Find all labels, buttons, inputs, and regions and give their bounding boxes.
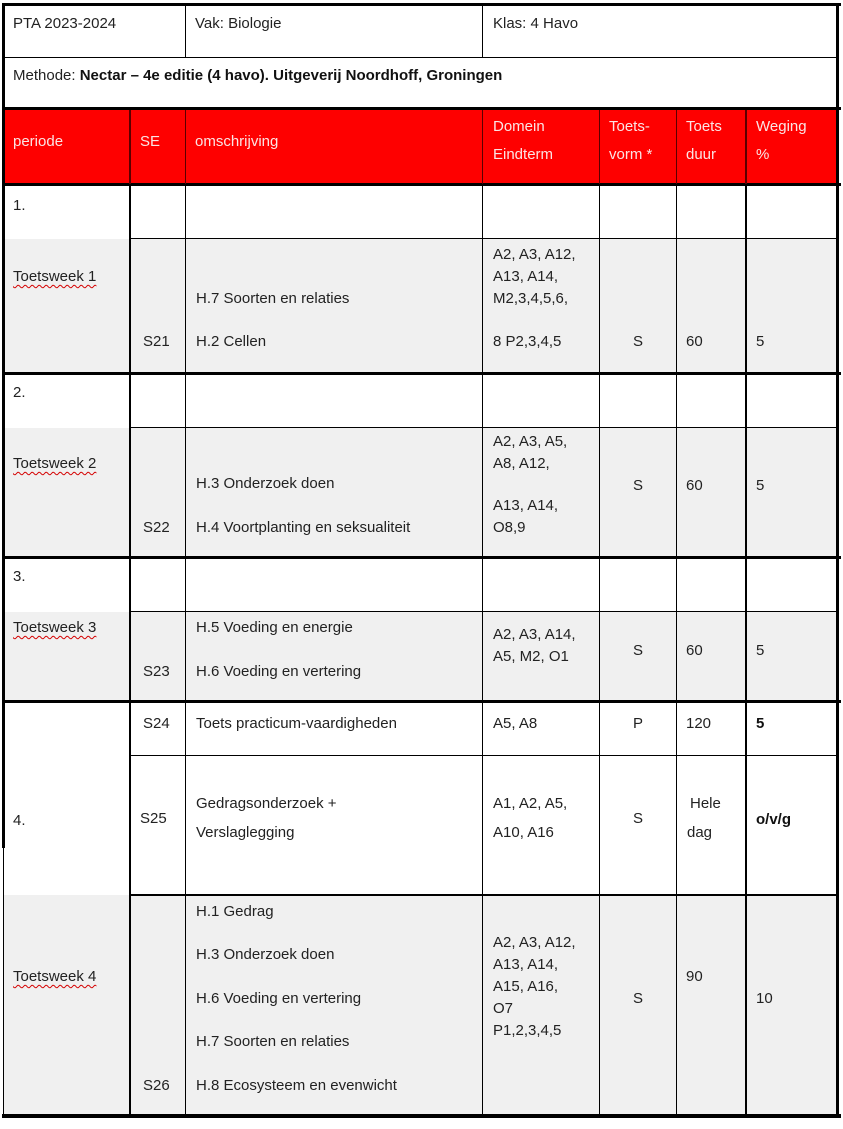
col-toetsvorm-2: vorm * <box>609 146 653 163</box>
domain-line: A8, A12, <box>493 455 550 472</box>
divider <box>482 5 483 57</box>
col-periode: periode <box>13 133 64 150</box>
divider <box>2 183 841 186</box>
duration: 90 <box>686 968 703 985</box>
divider <box>745 185 747 1115</box>
divider <box>2 372 841 375</box>
divider <box>130 755 838 756</box>
period-number: 1. <box>13 197 26 214</box>
domain-line: O7 <box>493 1000 514 1017</box>
domain-line: M2,3,4,5,6, <box>493 290 569 307</box>
pta-year: PTA 2023-2024 <box>13 15 117 32</box>
period-number: 4. <box>13 812 26 829</box>
test-form: S <box>633 333 644 350</box>
description-line: H.6 Voeding en vertering <box>196 663 362 680</box>
test-form: S <box>633 990 644 1007</box>
divider <box>130 611 838 612</box>
toetsweek-label: Toetsweek 2 <box>13 455 97 472</box>
divider <box>129 185 131 1115</box>
divider <box>2 107 841 110</box>
weight: o/v/g <box>756 811 792 828</box>
domain-line: A2, A3, A12, <box>493 246 576 263</box>
domain-line: A15, A16, <box>493 978 559 995</box>
divider <box>676 185 677 1115</box>
domain-line: A2, A3, A12, <box>493 934 576 951</box>
weight: 5 <box>756 642 765 659</box>
domain-line: A5, M2, O1 <box>493 648 569 665</box>
se-code: S24 <box>143 715 170 732</box>
col-duur-2: duur <box>686 146 717 163</box>
description-line: H.8 Ecosysteem en evenwicht <box>196 1077 397 1094</box>
divider <box>130 238 838 239</box>
duration: Hele <box>690 795 721 812</box>
weight: 10 <box>756 990 773 1007</box>
period-number: 3. <box>13 568 26 585</box>
domain-line: A2, A3, A14, <box>493 626 576 643</box>
col-domein-1: Domein <box>493 118 545 135</box>
se-code: S25 <box>140 810 167 827</box>
se-code: S22 <box>143 519 170 536</box>
domain-line: P1,2,3,4,5 <box>493 1022 562 1039</box>
class: Klas: 4 Havo <box>493 15 579 32</box>
duration: 60 <box>686 333 703 350</box>
border-top <box>2 3 841 6</box>
description-line: Gedragsonderzoek + <box>196 795 337 812</box>
description-line: H.7 Soorten en relaties <box>196 290 350 307</box>
divider <box>130 894 838 896</box>
domain-line: A10, A16 <box>493 824 554 841</box>
duration: 120 <box>686 715 712 732</box>
col-se: SE <box>140 133 161 150</box>
domain-line: A13, A14, <box>493 497 559 514</box>
description-line: H.5 Voeding en energie <box>196 619 353 636</box>
border-left-upper <box>2 3 5 848</box>
toetsweek-label: Toetsweek 1 <box>13 268 97 285</box>
col-toetsvorm-1: Toets- <box>609 118 650 135</box>
se-code: S23 <box>143 663 170 680</box>
col-weging-2: % <box>756 146 770 163</box>
se-code: S26 <box>143 1077 170 1094</box>
period-number: 2. <box>13 384 26 401</box>
duration: 60 <box>686 477 703 494</box>
toetsweek-label: Toetsweek 4 <box>13 968 97 985</box>
border-right <box>836 3 839 1118</box>
divider <box>745 110 747 184</box>
subject: Vak: Biologie <box>195 15 282 32</box>
toetsweek-label: Toetsweek 3 <box>13 619 97 636</box>
col-weging-1: Weging <box>756 118 807 135</box>
divider <box>4 57 838 58</box>
method-line <box>13 67 502 85</box>
divider <box>185 110 186 184</box>
duration: dag <box>687 824 713 841</box>
domain-line: A13, A14, <box>493 268 559 285</box>
divider <box>599 110 600 184</box>
test-form: S <box>633 642 644 659</box>
divider <box>129 110 131 184</box>
method-value: Nectar – 4e editie (4 havo). Uitgeverij Noordhoff, Groningen <box>79 67 503 84</box>
domain-line: A13, A14, <box>493 956 559 973</box>
test-form: S <box>633 477 644 494</box>
description-line: H.2 Cellen <box>196 333 267 350</box>
description-line: H.6 Voeding en vertering <box>196 990 362 1007</box>
weight: 5 <box>756 477 765 494</box>
description-line: H.3 Onderzoek doen <box>196 946 335 963</box>
domain-line: O8,9 <box>493 519 526 536</box>
col-duur-1: Toets <box>686 118 722 135</box>
col-domein-2: Eindterm <box>493 146 554 163</box>
domain-line: A5, A8 <box>493 715 538 732</box>
se-code: S21 <box>143 333 170 350</box>
domain-line: 8 P2,3,4,5 <box>493 333 562 350</box>
domain-line: A1, A2, A5, <box>493 795 568 812</box>
divider <box>482 110 483 184</box>
test-form: S <box>633 810 644 827</box>
divider <box>185 5 186 57</box>
divider <box>2 700 841 703</box>
duration: 60 <box>686 642 703 659</box>
col-omschrijving: omschrijving <box>195 133 279 150</box>
weight: 5 <box>756 715 765 732</box>
description-line: H.7 Soorten en relaties <box>196 1033 350 1050</box>
divider <box>130 427 838 428</box>
divider <box>185 185 186 1115</box>
divider <box>482 185 483 1115</box>
info-row <box>4 4 839 108</box>
description-line: Toets practicum-vaardigheden <box>196 715 397 732</box>
test-form: P <box>633 715 644 732</box>
divider <box>2 556 841 559</box>
weight: 5 <box>756 333 765 350</box>
description-line: H.3 Onderzoek doen <box>196 475 335 492</box>
description-line: H.4 Voortplanting en seksualiteit <box>196 519 411 536</box>
description-line: Verslaglegging <box>196 824 295 841</box>
border-left-lower <box>3 848 4 1118</box>
domain-line: A2, A3, A5, <box>493 433 568 450</box>
description-line: H.1 Gedrag <box>196 903 274 920</box>
method-label: Methode: <box>13 67 80 84</box>
border-bottom <box>2 1114 841 1118</box>
divider <box>599 185 600 1115</box>
divider <box>676 110 677 184</box>
